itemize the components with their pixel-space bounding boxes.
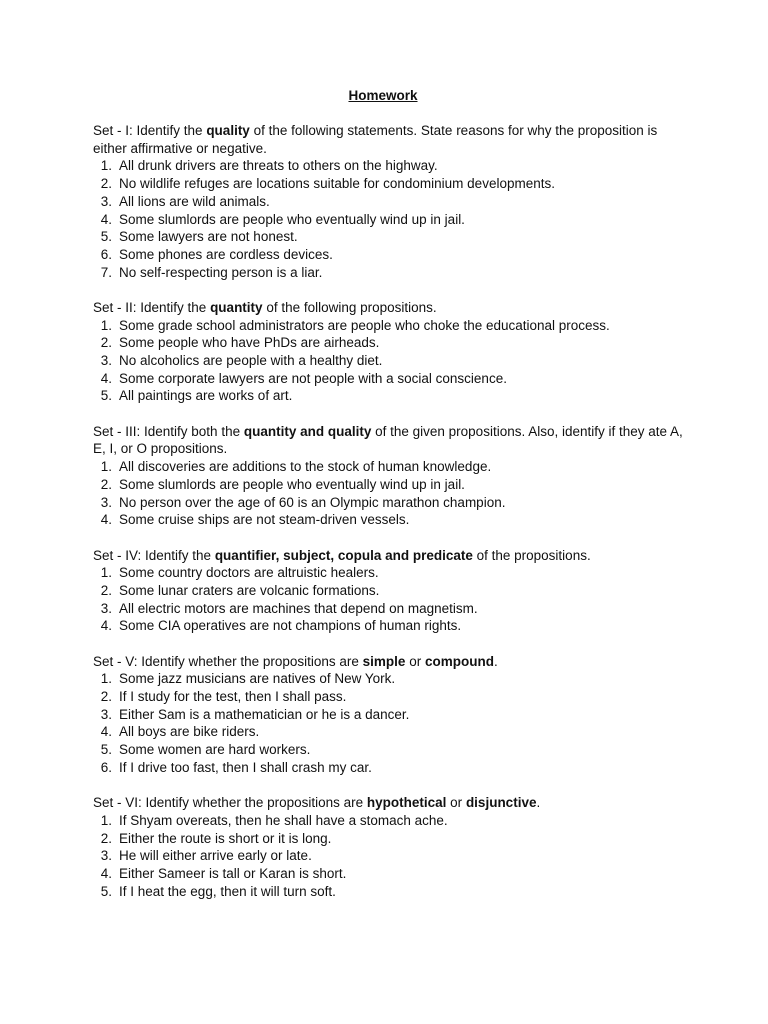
item-number: 1. — [100, 317, 112, 333]
instruction-text: Set - IV: Identify the — [93, 547, 215, 563]
item-text: Some CIA operatives are not champions of human rights. — [119, 618, 462, 634]
item-number: 1. — [100, 671, 112, 687]
instruction-keyword: quantity and quality — [243, 423, 372, 439]
list-item — [93, 511, 693, 529]
list-item — [93, 688, 693, 706]
proposition-list — [93, 670, 693, 776]
item-number: 4. — [100, 512, 112, 528]
instruction-keyword: hypothetical — [366, 795, 447, 811]
list-item — [93, 706, 693, 724]
homework-set-6 — [93, 794, 693, 900]
item-number: 3. — [100, 193, 112, 209]
item-text: Some phones are cordless devices. — [119, 246, 333, 262]
list-item — [93, 847, 693, 865]
list-item — [93, 494, 693, 512]
item-text: Some grade school administrators are people who choke the educational process. — [119, 317, 610, 333]
item-text: Some slumlords are people who eventually wind up in jail. — [119, 476, 465, 492]
instruction-text: of the propositions. — [472, 547, 591, 563]
list-item — [93, 334, 693, 352]
item-text: All boys are bike riders. — [119, 724, 260, 740]
item-number: 4. — [100, 618, 112, 634]
list-item — [93, 741, 693, 759]
item-text: Some lawyers are not honest. — [119, 229, 298, 245]
item-number: 5. — [100, 388, 112, 404]
instruction-keyword: compound — [424, 653, 494, 669]
item-text: If I heat the egg, then it will turn soft. — [119, 883, 336, 899]
document-title: Homework — [348, 88, 418, 103]
item-number: 5. — [100, 883, 112, 899]
item-number: 4. — [100, 370, 112, 386]
item-text: No person over the age of 60 is an Olympic marathon champion. — [119, 494, 506, 510]
item-number: 3. — [100, 848, 112, 864]
list-item — [93, 564, 693, 582]
proposition-list — [93, 317, 693, 406]
list-item — [93, 228, 693, 246]
instruction-text: Set - II: Identify the — [93, 299, 211, 315]
proposition-list — [93, 458, 693, 529]
instruction-text: . — [493, 653, 498, 669]
item-number: 2. — [100, 176, 112, 192]
item-text: All lions are wild animals. — [119, 193, 270, 209]
item-number: 4. — [100, 865, 112, 881]
item-text: Some country doctors are altruistic healers. — [119, 565, 379, 581]
list-item — [93, 246, 693, 264]
document-body — [93, 122, 693, 918]
instruction-text: or — [405, 653, 425, 669]
instruction-text: . — [536, 795, 541, 811]
item-text: Some people who have PhDs are airheads. — [119, 335, 380, 351]
item-text: Some lunar craters are volcanic formations. — [119, 582, 380, 598]
list-item — [93, 317, 693, 335]
set-instruction — [93, 299, 693, 317]
instruction-text: Set - I: Identify the — [93, 123, 207, 138]
set-instruction — [93, 547, 693, 565]
item-text: If Shyam overeats, then he shall have a stomach ache. — [119, 812, 448, 828]
item-text: Either Sameer is tall or Karan is short. — [119, 865, 347, 881]
list-item — [93, 211, 693, 229]
list-item — [93, 582, 693, 600]
item-text: Some slumlords are people who eventually wind up in jail. — [119, 211, 465, 227]
homework-set-5 — [93, 653, 693, 777]
item-number: 5. — [100, 229, 112, 245]
set-instruction — [93, 122, 693, 157]
instruction-text: of the given propositions. Also, identify if they ate A, E, I, or O propositions. — [93, 423, 683, 457]
item-text: No self-respecting person is a liar. — [119, 264, 323, 280]
item-text: Some corporate lawyers are not people with a social conscience. — [119, 370, 507, 386]
instruction-text: of the following propositions. — [262, 299, 437, 315]
list-item — [93, 193, 693, 211]
item-number: 3. — [100, 494, 112, 510]
item-number: 1. — [100, 812, 112, 828]
set-instruction — [93, 423, 693, 458]
item-number: 2. — [100, 476, 112, 492]
instruction-text: of the following statements. State reasons for why the proposition is either affirmative or negative. — [93, 123, 658, 156]
item-text: Some women are hard workers. — [119, 742, 311, 758]
item-text: If I drive too fast, then I shall crash my car. — [119, 759, 372, 775]
list-item — [93, 617, 693, 635]
item-number: 4. — [100, 211, 112, 227]
item-text: All discoveries are additions to the stock of human knowledge. — [119, 459, 492, 475]
list-item — [93, 883, 693, 901]
instruction-text: Set - VI: Identify whether the propositions are — [93, 795, 367, 811]
set-instruction — [93, 653, 693, 671]
item-number: 6. — [100, 759, 112, 775]
item-number: 1. — [100, 158, 112, 174]
item-text: No wildlife refuges are locations suitable for condominium developments. — [119, 176, 555, 192]
instruction-keyword: disjunctive — [465, 795, 537, 811]
item-number: 4. — [100, 724, 112, 740]
item-number: 6. — [100, 246, 112, 262]
item-text: No alcoholics are people with a healthy diet. — [119, 353, 383, 369]
item-number: 3. — [100, 706, 112, 722]
instruction-text: or — [446, 795, 466, 811]
list-item — [93, 175, 693, 193]
list-item — [93, 387, 693, 405]
item-text: All paintings are works of art. — [119, 388, 293, 404]
item-text: Either the route is short or it is long. — [119, 830, 332, 846]
instruction-keyword: quantity — [210, 299, 263, 315]
item-number: 2. — [100, 830, 112, 846]
list-item — [93, 830, 693, 848]
instruction-text: Set - V: Identify whether the propositions are — [93, 653, 363, 669]
item-text: Some cruise ships are not steam-driven vessels. — [119, 512, 410, 528]
item-text: All drunk drivers are threats to others on the highway. — [119, 158, 438, 174]
proposition-list — [93, 812, 693, 901]
homework-set-2 — [93, 299, 693, 405]
item-text: He will either arrive early or late. — [119, 848, 312, 864]
instruction-keyword: quantifier, subject, copula and predicate — [214, 547, 473, 563]
list-item — [93, 352, 693, 370]
item-number: 2. — [100, 689, 112, 705]
homework-set-3 — [93, 423, 693, 529]
instruction-keyword: simple — [362, 653, 406, 669]
list-item — [93, 600, 693, 618]
item-text: Either Sam is a mathematician or he is a dancer. — [119, 706, 410, 722]
item-number: 1. — [100, 565, 112, 581]
item-text: All electric motors are machines that depend on magnetism. — [119, 600, 478, 616]
item-number: 3. — [100, 353, 112, 369]
list-item — [93, 812, 693, 830]
item-number: 3. — [100, 600, 112, 616]
list-item — [93, 458, 693, 476]
item-number: 2. — [100, 582, 112, 598]
item-text: Some jazz musicians are natives of New York. — [119, 671, 396, 687]
instruction-keyword: quality — [206, 123, 250, 138]
list-item — [93, 264, 693, 282]
instruction-text: Set - III: Identify both the — [93, 423, 244, 439]
item-number: 2. — [100, 335, 112, 351]
list-item — [93, 723, 693, 741]
homework-set-4 — [93, 547, 693, 636]
item-number: 1. — [100, 459, 112, 475]
set-instruction — [93, 794, 693, 812]
list-item — [93, 370, 693, 388]
item-number: 7. — [100, 264, 112, 280]
homework-set-1 — [93, 122, 693, 281]
list-item — [93, 865, 693, 883]
proposition-list — [93, 157, 693, 281]
item-text: If I study for the test, then I shall pass. — [119, 689, 347, 705]
proposition-list — [93, 564, 693, 635]
list-item — [93, 670, 693, 688]
list-item — [93, 759, 693, 777]
list-item — [93, 476, 693, 494]
list-item — [93, 157, 693, 175]
item-number: 5. — [100, 742, 112, 758]
